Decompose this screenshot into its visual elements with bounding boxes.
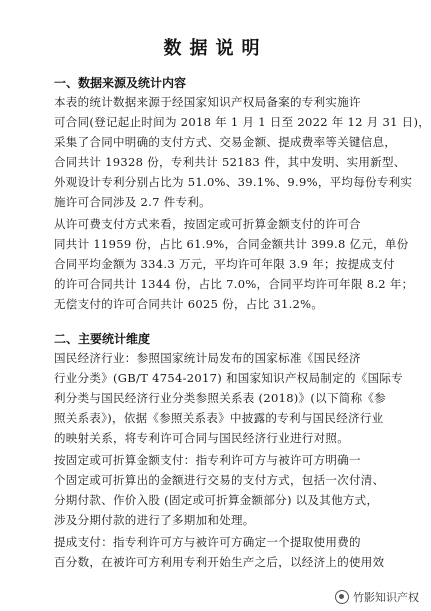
paragraph-line: 提成支付：指专利许可方与被许可方确定一个提取使用费的	[54, 535, 361, 549]
paragraph-line: 可合同(登记起止时间为 2018 年 1 月 1 日至 2022 年 12 月 31 日)，	[54, 115, 431, 129]
paragraph-line: 本表的统计数据来源于经国家知识产权局备案的专利实施许	[54, 95, 361, 109]
paragraph-line: 的映射关系，将专利许可合同与国民经济行业进行对照。	[54, 431, 349, 445]
paragraph-line: 照关系表》)，依据《参照关系表》中披露的专利与国民经济行业	[54, 411, 384, 425]
source-watermark	[331, 587, 423, 607]
section-heading-data-source: 一、数据来源及统计内容	[54, 76, 187, 90]
wechat-channel-icon	[335, 590, 349, 604]
paragraph-line: 合同平均金额为 334.3 万元，平均许可年限 3.9 年；按提成支付	[54, 257, 395, 271]
paragraph-line: 个固定或可折算出的金额进行交易的支付方式，包括一次付清、	[54, 473, 385, 487]
section-heading-dimensions: 二、主要统计维度	[54, 332, 151, 346]
paragraph-line: 同共计 11959 份，占比 61.9%，合同金额共计 399.8 亿元，单份	[54, 237, 409, 251]
watermark-text: 竹影知识产权	[353, 591, 419, 604]
paragraph-line: 国民经济行业：参照国家统计局发布的国家标准《国民经济	[54, 351, 361, 365]
paragraph-line: 无偿支付的许可合同共计 6025 份，占比 31.2%。	[54, 297, 324, 311]
document-title: 数据说明	[163, 38, 268, 59]
paragraph-line: 涉及分期付款的进行了多期加和处理。	[54, 513, 255, 527]
paragraph-line: 的许可合同共计 1344 份，占比 7.0%，合同平均许可年限 8.2 年；	[54, 277, 414, 291]
paragraph-line: 从许可费支付方式来看，按固定或可折算金额支付的许可合	[54, 217, 361, 231]
paragraph-line: 利分类与国民经济行业分类参照关系表 (2018)》(以下简称《参	[54, 391, 386, 405]
paragraph-line: 采集了合同中明确的支付方式、交易金额、提成费率等关键信息，	[54, 135, 397, 149]
paragraph-line: 按固定或可折算金额支付：指专利许可方与被许可方明确一	[54, 453, 361, 467]
paragraph-line: 施许可合同涉及 2.7 件专利。	[54, 195, 211, 209]
paragraph-line: 行业分类》(GB/T 4754-2017) 和国家知识产权局制定的《国际专	[54, 371, 403, 385]
paragraph-line: 合同共计 19328 份，专利共计 52183 件，其中发明、实用新型、	[54, 155, 406, 169]
paragraph-line: 分期付款、作价入股 (固定或可折算金额部分) 以及其他方式，	[54, 493, 379, 507]
paragraph-line: 百分数，在被许可方利用专利开始生产之后，以经济上的使用效	[54, 555, 385, 569]
paragraph-line: 外观设计专利分别占比为 51.0%、39.1%、9.9%，平均每份专利实	[54, 175, 413, 189]
